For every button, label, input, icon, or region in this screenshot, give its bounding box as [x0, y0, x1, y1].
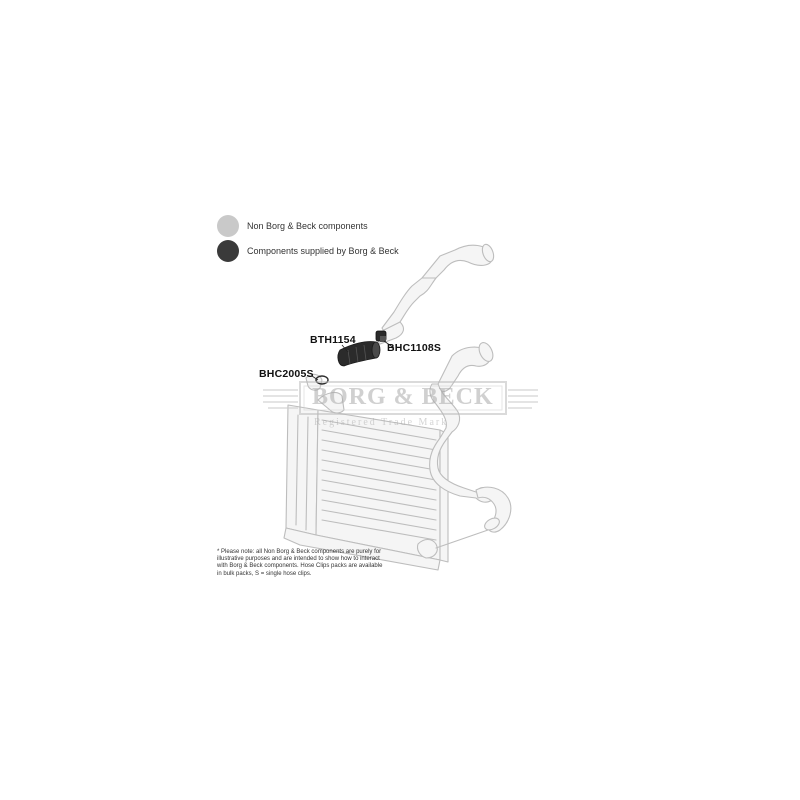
footnote: * Please note: all Non Borg & Beck components are purely for illustrative purposes and are intended to show how to interact with Borg & Beck components. Hose Clips packs are available in bulk packs, S = single hose clips.	[217, 549, 383, 577]
legend-label-non-borg-beck: Non Borg & Beck components	[247, 221, 368, 231]
upper-intake-hose-component	[378, 243, 496, 344]
part-label-bth1154: BTH1154	[310, 334, 356, 346]
legend-label-borg-beck: Components supplied by Borg & Beck	[247, 246, 399, 256]
watermark-tagline: Registered Trade Mark	[314, 417, 449, 428]
part-label-bhc2005s: BHC2005S	[259, 368, 314, 380]
part-label-bhc1108s: BHC1108S	[387, 342, 442, 354]
watermark-brand: BORG & BECK	[312, 384, 494, 410]
clip-bhc1108s-part	[376, 331, 386, 342]
